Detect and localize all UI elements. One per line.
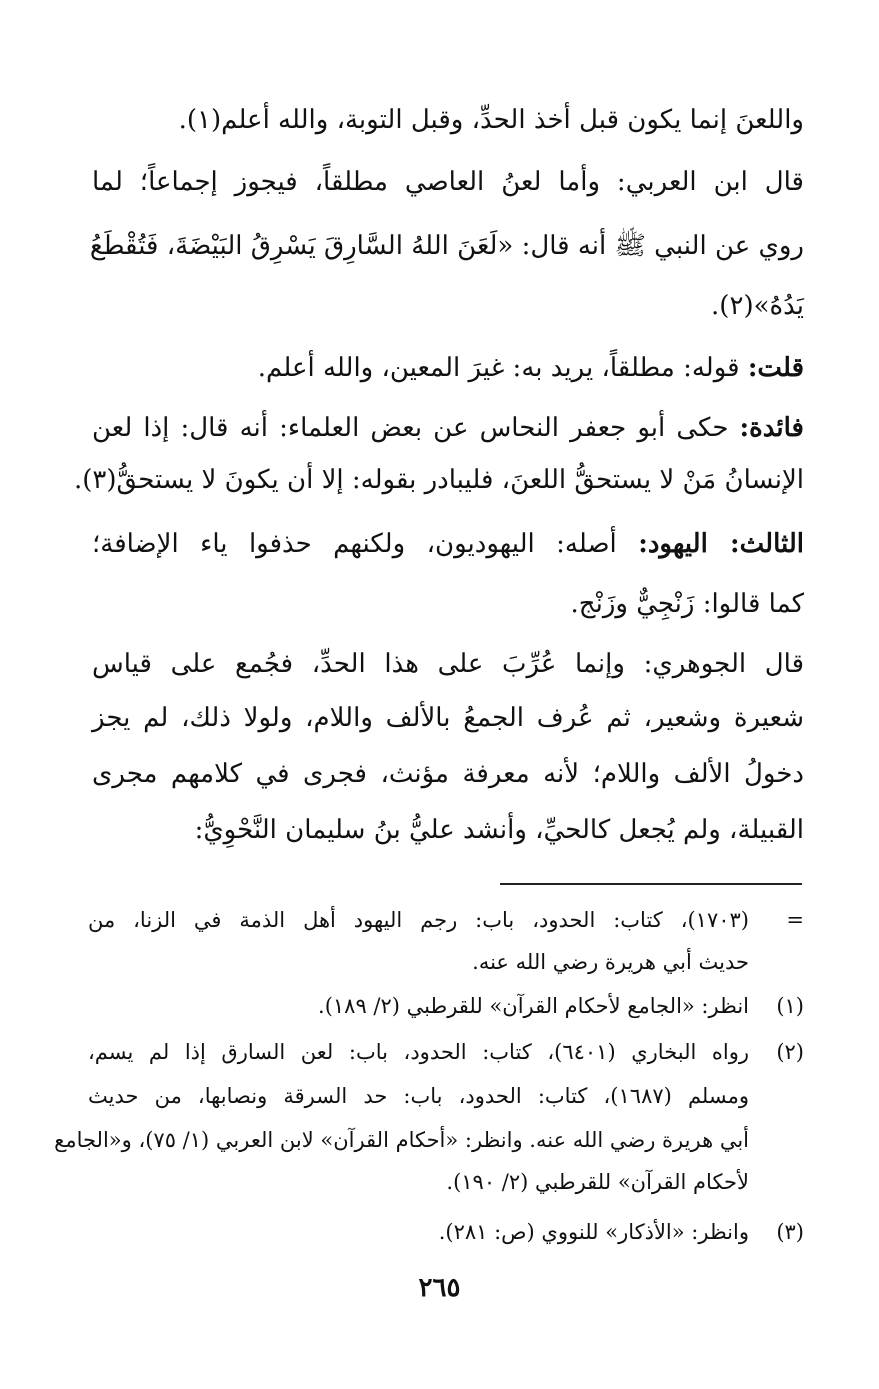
footnote-separator — [500, 883, 802, 885]
footnote-line: ومسلم (١٦٨٧)، كتاب: الحدود، باب: حد السرقة ونصابها، من حديث — [88, 1084, 750, 1108]
footnote-marker: = — [786, 908, 804, 932]
footnote-line: وانظر: «الأذكار» للنووي (ص: ٢٨١). — [438, 1220, 749, 1244]
body-line: القبيلة، ولم يُجعل كالحيِّ، وأنشد عليُّ بنُ سليمان النَّحْوِيُّ: — [194, 815, 804, 845]
body-line: واللعنَ إنما يكون قبل أخذ الحدِّ، وقبل التوبة، والله أعلم(١). — [178, 105, 804, 135]
inline-heading: فائدة: — [739, 413, 804, 443]
body-text: قوله: مطلقاً، يريد به: غيرَ المعين، والله أعلم. — [257, 353, 748, 383]
inline-heading: قلت: — [747, 353, 804, 383]
footnote-line: أبي هريرة رضي الله عنه. وانظر: «أحكام القرآن» لابن العربي (١/ ٧٥)، و«الجامع — [54, 1128, 749, 1152]
body-line — [92, 524, 804, 564]
footnote-line: (١٧٠٣)، كتاب: الحدود، باب: رجم اليهود أهل الذمة في الزنا، من — [88, 908, 749, 932]
body-line — [258, 348, 804, 388]
body-line: قال ابن العربي: وأما لعنُ العاصي مطلقاً، فيجوز إجماعاً؛ لما — [92, 167, 804, 197]
footnote-line: رواه البخاري (٦٤٠١)، كتاب: الحدود، باب: لعن السارق إذا لم يسم، — [88, 1040, 750, 1064]
footnote-marker: (٣) — [776, 1220, 804, 1244]
body-line: كما قالوا: زَنْجِيٌّ وزَنْج. — [570, 589, 804, 619]
body-line: الإنسانُ مَنْ لا يستحقُّ اللعنَ، فليبادر بقوله: إلا أن يكونَ لا يستحقُّ(٣). — [74, 465, 804, 495]
body-line: شعيرة وشعير، ثم عُرف الجمعُ بالألف واللام، ولولا ذلك، لم يجز — [92, 703, 804, 733]
body-line — [92, 408, 804, 448]
footnote-marker: (٢) — [776, 1040, 804, 1064]
body-line: يَدُهُ»(٢). — [711, 291, 804, 321]
inline-heading: الثالث: اليهود: — [638, 529, 804, 559]
footnote-marker: (١) — [776, 994, 804, 1018]
page-number: ٢٦٥ — [418, 1273, 461, 1303]
footnote-line: انظر: «الجامع لأحكام القرآن» للقرطبي (٢/ ١٨٩). — [318, 994, 749, 1018]
body-line: روي عن النبي ﷺ أنه قال: «لَعَنَ اللهُ السَّارِقَ يَسْرِقُ البَيْضَةَ، فَتُقْطَعُ — [89, 231, 804, 261]
footnote-line: حديث أبي هريرة رضي الله عنه. — [472, 950, 749, 974]
body-text: أصله: اليهوديون، ولكنهم حذفوا ياء الإضافة؛ — [92, 529, 639, 559]
body-text: حكى أبو جعفر النحاس عن بعض العلماء: أنه قال: إذا لعن — [92, 413, 740, 443]
body-line: دخولُ الألف واللام؛ لأنه معرفة مؤنث، فجرى في كلامهم مجرى — [92, 759, 804, 789]
footnote-line: لأحكام القرآن» للقرطبي (٢/ ١٩٠). — [446, 1170, 749, 1194]
body-line: قال الجوهري: وإنما عُرِّبَ على هذا الحدِّ، فجُمع على قياس — [92, 649, 804, 679]
